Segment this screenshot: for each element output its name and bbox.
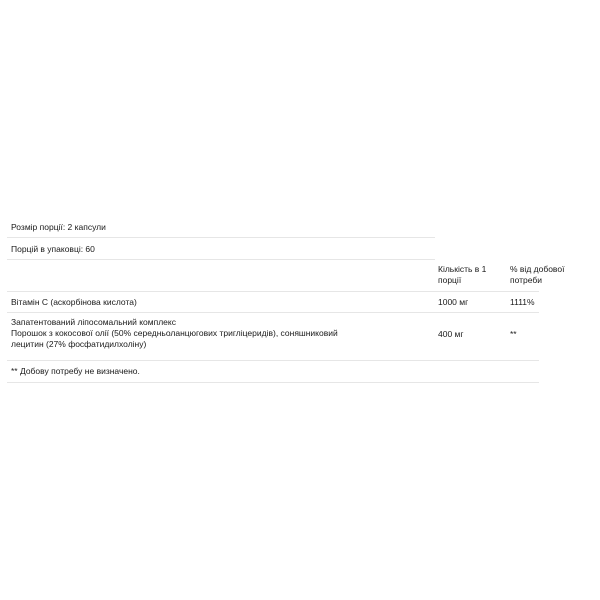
amount-header-line1: Кількість в 1 bbox=[438, 264, 487, 274]
serving-size-row bbox=[7, 216, 435, 238]
ingredient-name-line2: Порошок з кокосової олії (50% середньоланцюгових тригліцеридів), соняшниковий bbox=[11, 328, 338, 338]
ingredient-amount: 1000 мг bbox=[438, 297, 469, 307]
footnote-row bbox=[7, 361, 539, 383]
ingredient-name bbox=[11, 317, 338, 350]
table-row bbox=[7, 313, 539, 361]
ingredient-daily-value: ** bbox=[510, 329, 517, 339]
dv-header-line1: % від добової bbox=[510, 264, 565, 274]
daily-value-column-header bbox=[510, 264, 564, 286]
amount-header-line2: порції bbox=[438, 275, 462, 285]
servings-per-container-text: Порцій в упаковці: 60 bbox=[11, 244, 95, 254]
serving-size-text: Розмір порції: 2 капсули bbox=[11, 222, 106, 232]
table-row bbox=[7, 292, 539, 313]
ingredient-name: Вітамін С (аскорбінова кислота) bbox=[11, 297, 137, 307]
ingredient-daily-value: 1111% bbox=[510, 297, 535, 307]
amount-column-header bbox=[438, 264, 486, 286]
table-header-row bbox=[7, 260, 565, 292]
ingredient-name-line3: лецитин (27% фосфатидилхоліну) bbox=[11, 339, 147, 349]
ingredient-name-line1: Запатентований ліпосомальний комплекс bbox=[11, 317, 176, 327]
dv-header-line2: потреби bbox=[510, 275, 543, 285]
ingredient-amount: 400 мг bbox=[438, 329, 464, 339]
servings-per-container-row bbox=[7, 238, 435, 260]
supplement-facts-table bbox=[7, 216, 565, 383]
footnote-text: ** Добову потребу не визначено. bbox=[11, 366, 140, 376]
